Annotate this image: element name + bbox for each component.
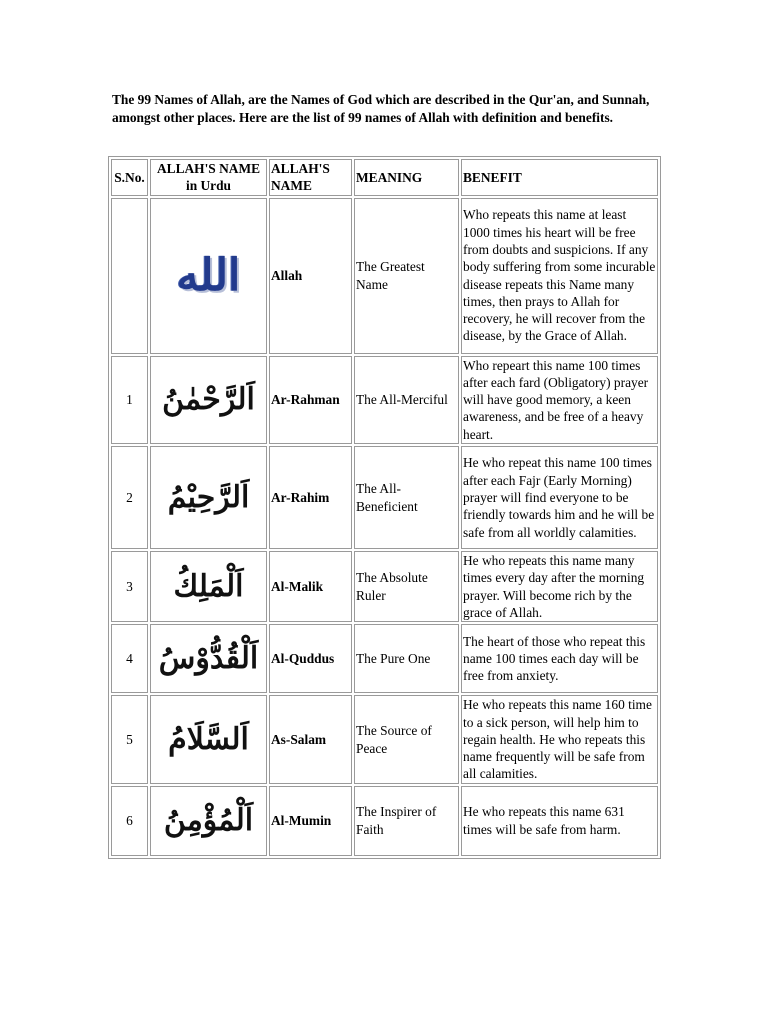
table-row	[111, 198, 658, 354]
row-name: Al-Malik	[269, 551, 352, 622]
row-urdu-calligraphy	[150, 356, 267, 444]
row-name: Ar-Rahim	[269, 446, 352, 549]
name-calligraphy: اَلسَّلَامُ	[168, 721, 249, 757]
row-benefit: He who repeats this name 160 time to a sick person, will help him to regain health. He who repeats this name frequently will be safe from all calamities.	[461, 695, 658, 783]
row-benefit: He who repeat this name 100 times after each Fajr (Early Morning) prayer will find everyone to be friendly towards him and he will be safe from all worldly calamities.	[461, 446, 658, 549]
allah-calligraphy: الله	[176, 249, 241, 301]
row-benefit: He who repeats this name many times every day after the morning prayer. Will become rich by the grace of Allah.	[461, 551, 658, 622]
name-calligraphy: اَلرَّحْمٰنُ	[162, 381, 255, 417]
table-row	[111, 624, 658, 693]
row-urdu-calligraphy	[150, 624, 267, 693]
row-benefit: He who repeats this name 631 times will be safe from harm.	[461, 786, 658, 856]
row-benefit: The heart of those who repeat this name 100 times each day will be free from anxiety.	[461, 624, 658, 693]
row-sno: 4	[111, 624, 148, 693]
row-sno: 1	[111, 356, 148, 444]
row-sno: 2	[111, 446, 148, 549]
row-name: Al-Mumin	[269, 786, 352, 856]
name-calligraphy: اَلرَّحِيْمُ	[167, 479, 250, 515]
row-urdu-calligraphy	[150, 446, 267, 549]
table-row	[111, 446, 658, 549]
row-sno	[111, 198, 148, 354]
table-row	[111, 356, 658, 444]
name-calligraphy: اَلْمَلِكُ	[173, 568, 244, 604]
header-sno: S.No.	[111, 159, 148, 196]
row-sno: 5	[111, 695, 148, 783]
row-urdu-calligraphy	[150, 695, 267, 783]
row-sno: 3	[111, 551, 148, 622]
name-calligraphy: اَلْقُدُّوْسُ	[158, 640, 259, 676]
row-urdu-calligraphy	[150, 198, 267, 354]
header-benefit: BENEFIT	[461, 159, 658, 196]
row-name: Al-Quddus	[269, 624, 352, 693]
row-urdu-calligraphy	[150, 551, 267, 622]
row-benefit: Who repeats this name at least 1000 times his heart will be free from doubts and suspicions. If any body suffering from some incurable disease repeats this Name many times, then prays to Allah for recovery, he will recover from the disease, by the Grace of Allah.	[461, 198, 658, 354]
row-name: Allah	[269, 198, 352, 354]
row-sno: 6	[111, 786, 148, 856]
row-meaning: The Absolute Ruler	[354, 551, 459, 622]
header-row	[111, 159, 658, 196]
row-meaning: The Inspirer of Faith	[354, 786, 459, 856]
row-name: As-Salam	[269, 695, 352, 783]
row-meaning: The Pure One	[354, 624, 459, 693]
header-allah-name: ALLAH'S NAME	[269, 159, 352, 196]
names-table	[108, 156, 661, 859]
row-meaning: The Greatest Name	[354, 198, 459, 354]
intro-paragraph: The 99 Names of Allah, are the Names of God which are described in the Qur'an, and Sunnah, amongst other places. Here are the list of 99 names of Allah with definition and benefits.	[112, 92, 650, 125]
row-name: Ar-Rahman	[269, 356, 352, 444]
row-meaning: The Source of Peace	[354, 695, 459, 783]
row-meaning: The All-Merciful	[354, 356, 459, 444]
header-urdu-name: ALLAH'S NAME in Urdu	[150, 159, 267, 196]
table-row	[111, 695, 658, 783]
row-benefit: Who repeart this name 100 times after each fard (Obligatory) prayer will have good memory, a keen awareness, and be free of a heavy heart.	[461, 356, 658, 444]
header-meaning: MEANING	[354, 159, 459, 196]
row-meaning: The All-Beneficient	[354, 446, 459, 549]
table-row	[111, 786, 658, 856]
name-calligraphy: اَلْمُؤْمِنُ	[163, 802, 254, 838]
table-row	[111, 551, 658, 622]
row-urdu-calligraphy	[150, 786, 267, 856]
